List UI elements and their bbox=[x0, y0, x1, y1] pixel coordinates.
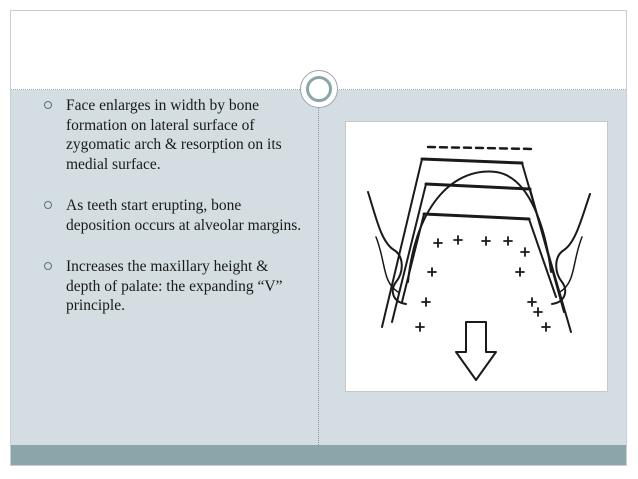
bullet-text: As teeth start erupting, bone deposition occurs at alveolar margins. bbox=[66, 197, 302, 234]
palate-growth-drawing bbox=[346, 122, 609, 393]
bullet-list bbox=[44, 96, 306, 338]
circle-ornament-inner bbox=[306, 76, 332, 102]
bullet-circle-icon bbox=[44, 201, 52, 209]
deposition-marks bbox=[416, 236, 550, 331]
plus-mark bbox=[542, 323, 550, 331]
column-divider bbox=[318, 104, 319, 447]
plus-mark bbox=[422, 298, 430, 306]
plus-mark bbox=[528, 298, 536, 306]
resorption-dashed-line bbox=[428, 147, 534, 149]
plus-mark bbox=[416, 323, 424, 331]
plus-mark bbox=[428, 268, 436, 276]
bullet-text: Increases the maxillary height & depth of palate: the expanding “V” principle. bbox=[66, 258, 283, 314]
plus-mark bbox=[454, 236, 462, 244]
bullet-circle-icon bbox=[44, 101, 52, 109]
plus-mark bbox=[482, 237, 490, 245]
bullet-item bbox=[44, 96, 306, 174]
palate-level-middle bbox=[426, 184, 530, 189]
plus-mark bbox=[516, 268, 524, 276]
bullet-item bbox=[44, 257, 306, 316]
bullet-circle-icon bbox=[44, 262, 52, 270]
palate-level-top bbox=[422, 159, 522, 163]
plus-mark bbox=[534, 308, 542, 316]
palate-level-bottom bbox=[424, 214, 529, 219]
down-arrow-icon bbox=[456, 322, 496, 380]
plus-mark bbox=[504, 237, 512, 245]
plus-mark bbox=[521, 248, 529, 256]
palate-growth-figure bbox=[345, 121, 608, 392]
bullet-text: Face enlarges in width by bone formation on lateral surface of zygomatic arch & resorption on its medial surface. bbox=[66, 97, 282, 173]
right-wall-middle bbox=[530, 189, 564, 312]
plus-mark bbox=[434, 239, 442, 247]
footer-bar bbox=[11, 445, 626, 465]
bullet-item bbox=[44, 196, 306, 235]
